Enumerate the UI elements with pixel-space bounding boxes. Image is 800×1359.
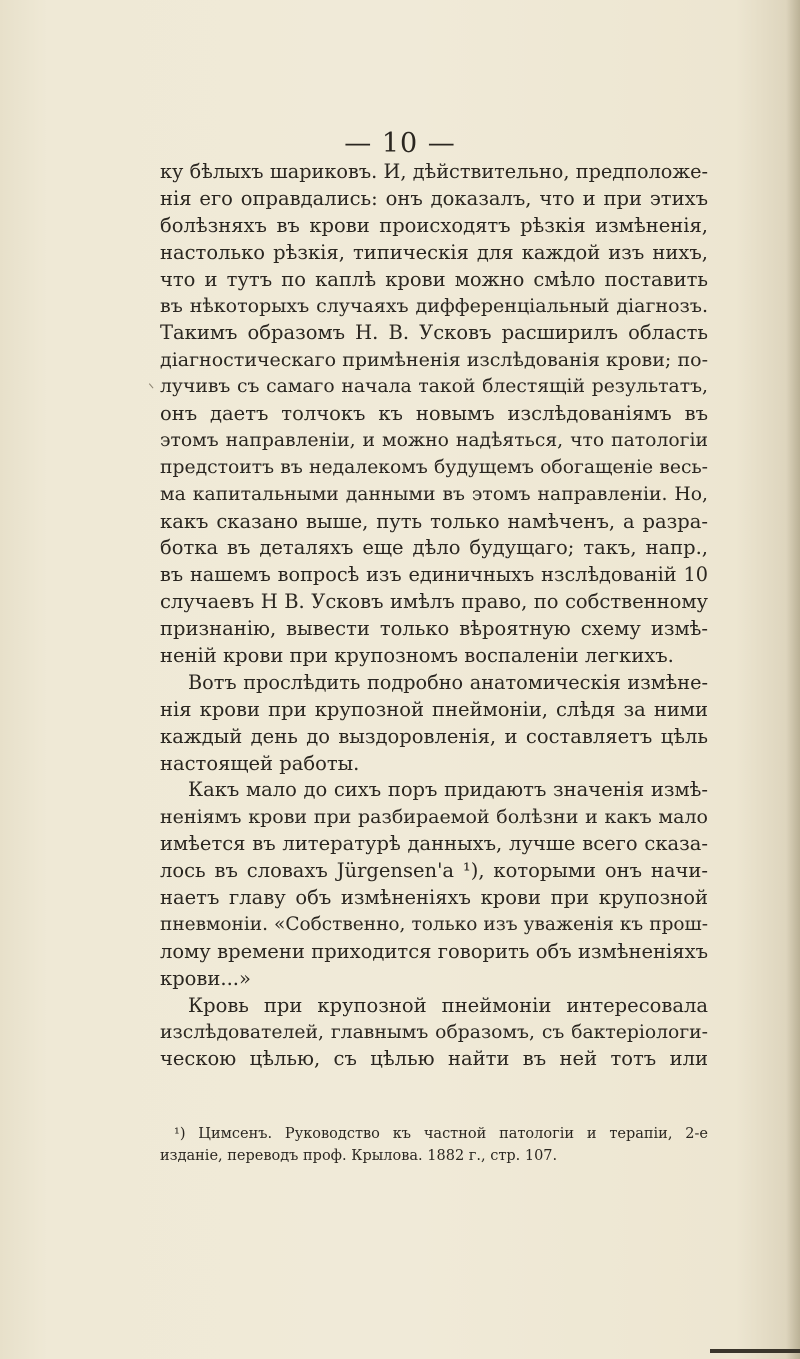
- text-line: пневмоніи. «Собственно, только изъ уваженія къ прош-: [160, 913, 708, 935]
- text-line: ческою цѣлью, съ цѣлью найти въ ней тотъ или: [160, 1047, 708, 1071]
- text-line: что и тутъ по каплѣ крови можно смѣло поставить: [160, 267, 708, 291]
- text-line: нія его оправдались: онъ доказалъ, что и при этихъ: [160, 186, 708, 210]
- text-line: этомъ направленіи, и можно надѣяться, что патологіи: [160, 429, 708, 451]
- footnote-line: ¹) Цимсенъ. Руководство къ частной патологіи и терапіи, 2-е: [174, 1126, 708, 1142]
- text-line: неній крови при крупозномъ воспаленіи легкихъ.: [160, 644, 674, 668]
- text-line: ботка въ деталяхъ еще дѣло будущаго; такъ, напр.,: [160, 536, 708, 560]
- paragraph-start-line: Вотъ прослѣдить подробно анатомическія измѣне-: [188, 670, 708, 694]
- text-line: болѣзняхъ въ крови происходятъ рѣзкія измѣненія,: [160, 213, 708, 237]
- text-line: каждый день до выздоровленія, и составляетъ цѣль: [160, 724, 708, 748]
- text-line: крови...»: [160, 966, 251, 990]
- text-line: случаевъ Н В. Усковъ имѣлъ право, по собственному: [160, 590, 708, 614]
- footnote-line: изданіе, переводъ проф. Крылова. 1882 г., стр. 107.: [160, 1148, 558, 1164]
- page-number: — 10 —: [344, 128, 456, 159]
- text-line: онъ даетъ толчокъ къ новымъ изслѣдованіямъ въ: [160, 402, 708, 426]
- footnotes: [160, 1123, 708, 1167]
- paragraph-start-line: Какъ мало до сихъ поръ придаютъ значенія измѣ-: [188, 778, 708, 802]
- text-line: въ нѣкоторыхъ случаяхъ дифференціальный діагнозъ.: [160, 295, 708, 318]
- text-line: лучивъ съ самаго начала такой блестящій результатъ,: [160, 376, 708, 398]
- page-edge-shadow: [786, 0, 800, 1359]
- bottom-edge-mark: [710, 1349, 800, 1353]
- text-line: ма капитальными данными въ этомъ направленіи. Но,: [160, 483, 708, 505]
- text-line: лому времени приходится говорить объ измѣненіяхъ: [160, 939, 708, 963]
- text-line: неніямъ крови при разбираемой болѣзни и какъ мало: [160, 806, 708, 829]
- text-line: какъ сказано выше, путь только намѣченъ, а разра-: [160, 509, 708, 533]
- text-line: настолько рѣзкія, типическія для каждой изъ нихъ,: [160, 240, 708, 264]
- text-line: имѣется въ литературѣ данныхъ, лучше всего сказа-: [160, 832, 708, 856]
- margin-tick-mark: [149, 379, 158, 388]
- text-line: Такимъ образомъ Н. В. Усковъ расширилъ область: [160, 321, 708, 345]
- text-line: лось въ словахъ Jürgensen'a ¹), которыми онъ начи-: [160, 859, 708, 883]
- text-line: діагностическаго примѣненія изслѣдованія крови; по-: [160, 349, 708, 372]
- text-line: настоящей работы.: [160, 751, 360, 775]
- body-text: [160, 159, 708, 1073]
- paragraph-start-line: Кровь при крупозной пнеймоніи интересовала: [188, 993, 708, 1017]
- text-line: изслѣдователей, главнымъ образомъ, съ бактеріологи-: [160, 1021, 708, 1043]
- text-line: въ нашемъ вопросѣ изъ единичныхъ нзслѣдованій 10: [160, 563, 708, 587]
- text-line: наетъ главу объ измѣненіяхъ крови при крупозной: [160, 886, 708, 910]
- text-line: ку бѣлыхъ шариковъ. И, дѣйствительно, предположе-: [160, 160, 708, 183]
- text-line: признанію, вывести только вѣроятную схему измѣ-: [160, 617, 708, 641]
- text-line: нія крови при крупозной пнеймоніи, слѣдя за ними: [160, 697, 708, 721]
- text-line: предстоитъ въ недалекомъ будущемъ обогащеніе весь-: [160, 456, 708, 478]
